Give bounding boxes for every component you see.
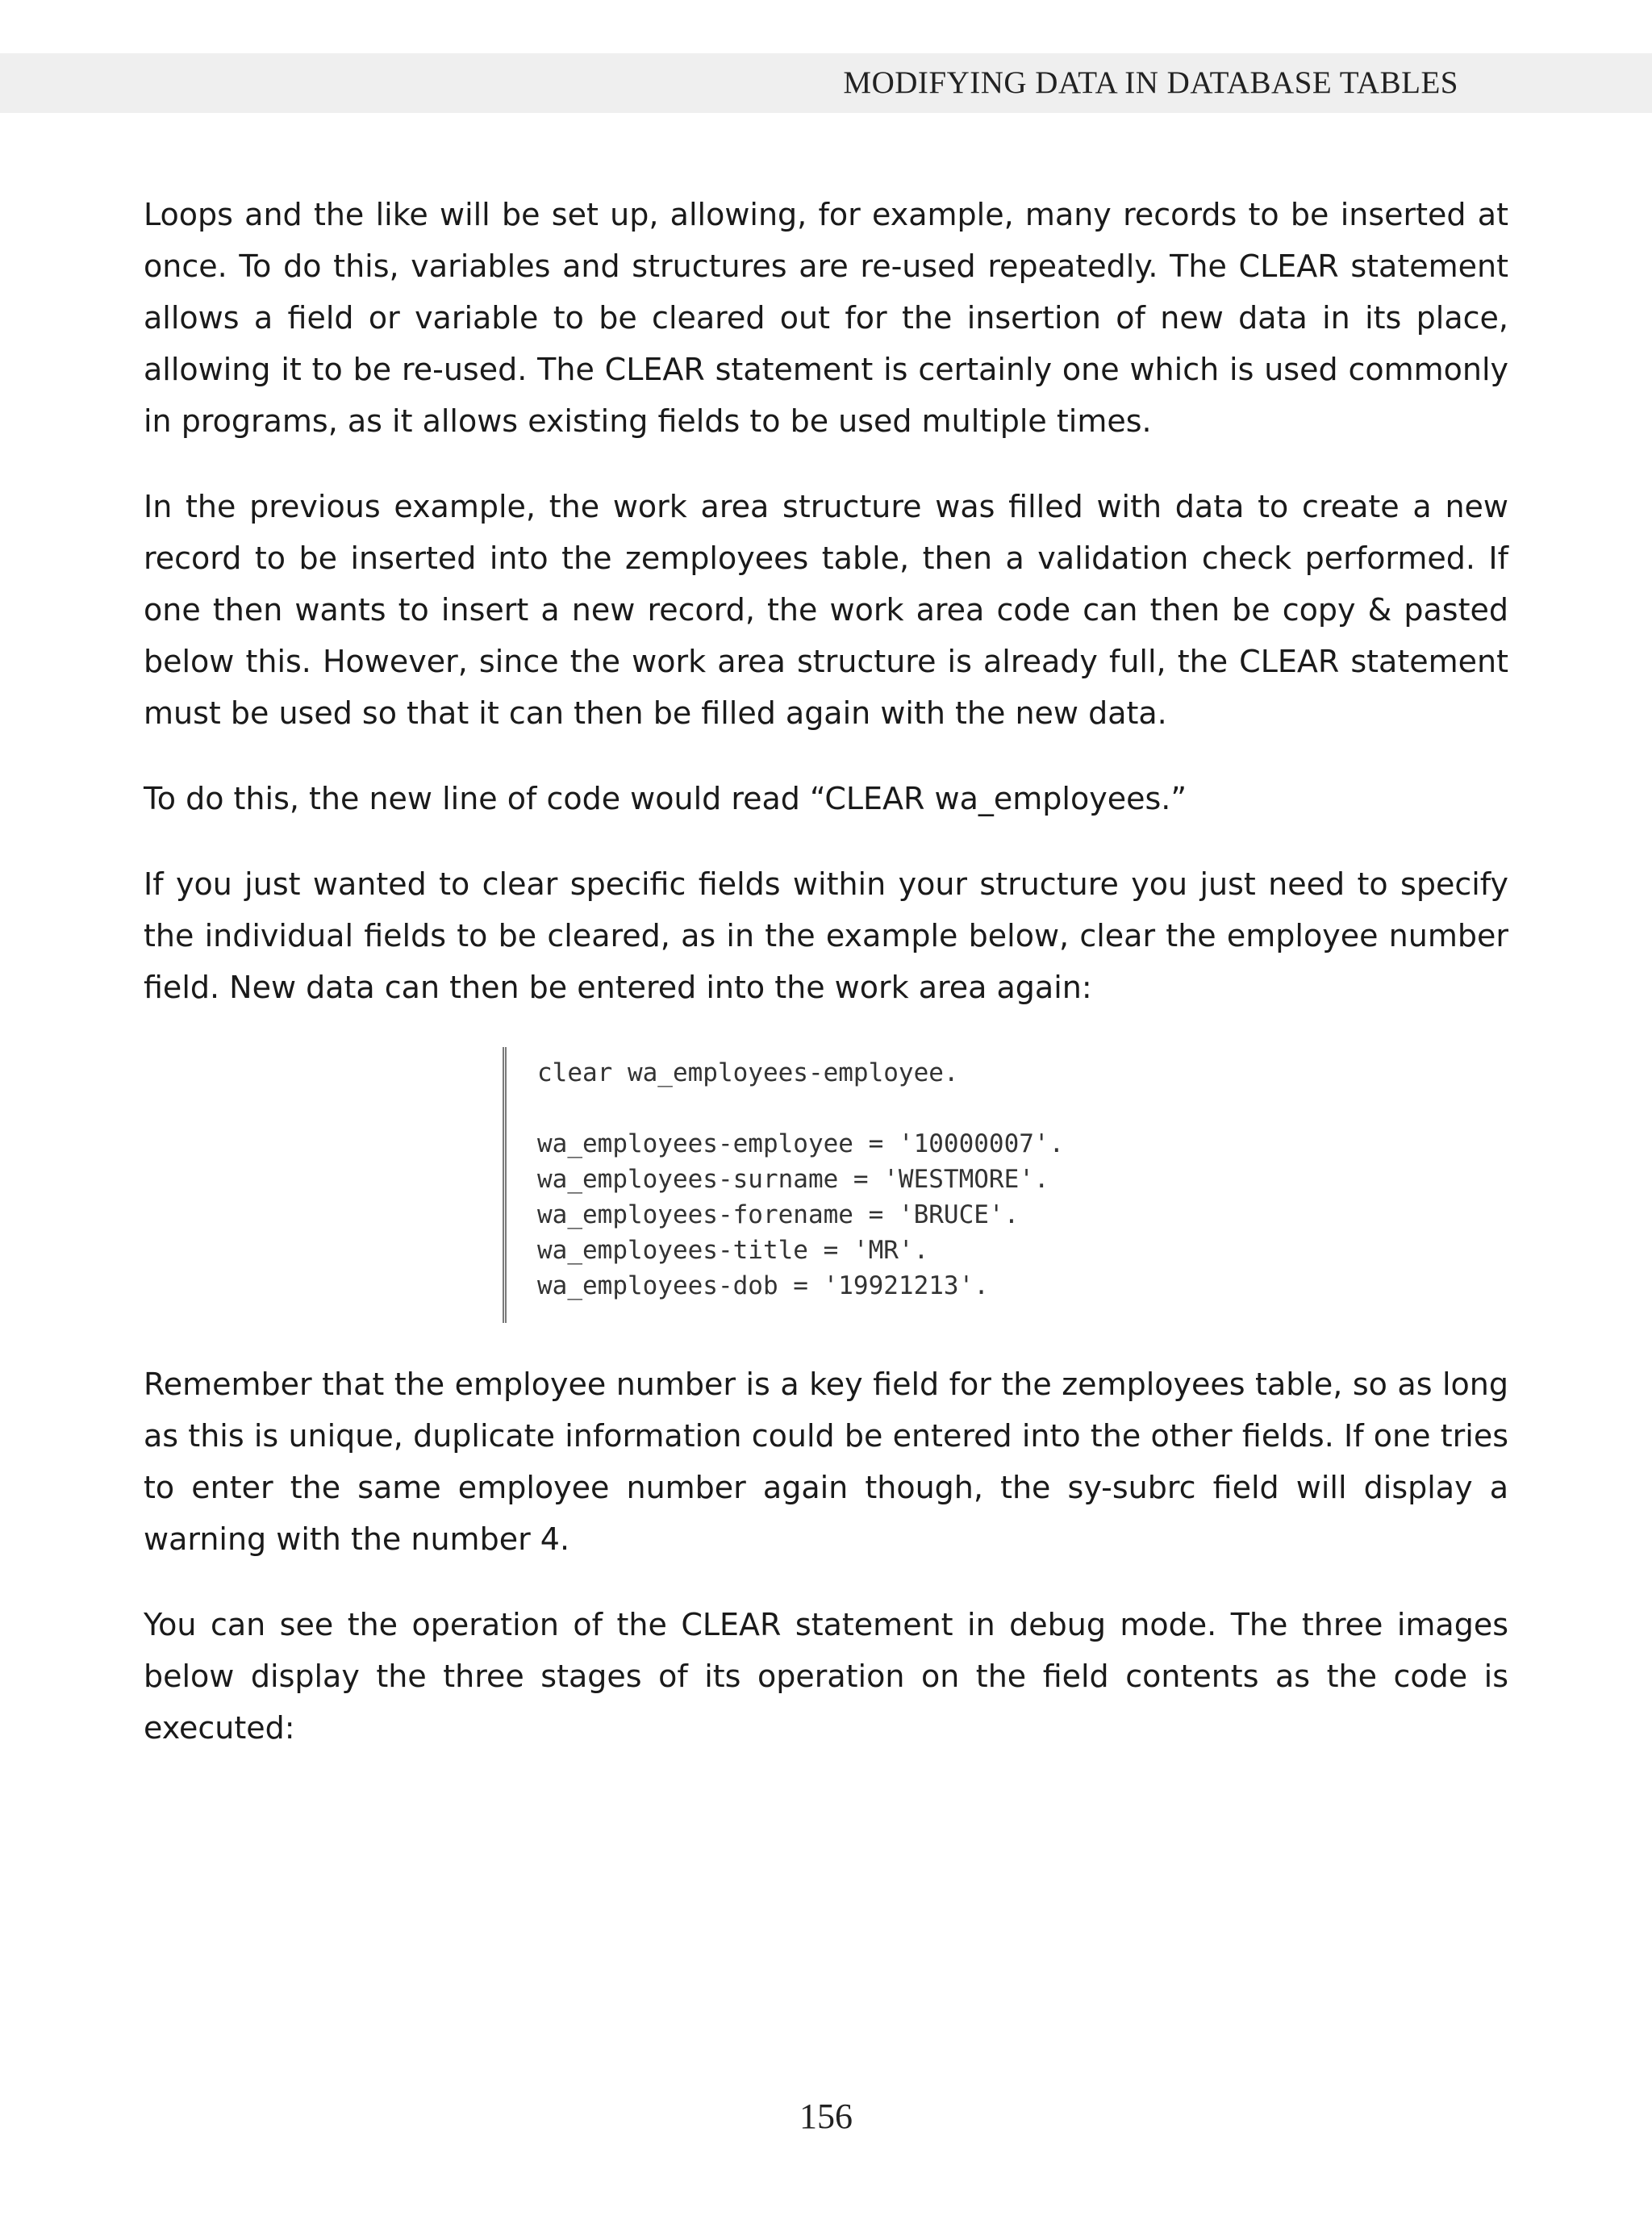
paragraph: Remember that the employee number is a key field for the zemployees table, so as long as this is unique, duplicate information could be entered into the other fields. If one tries to enter the same employee number again though, the sy-subrc field will display a warning with the number 4.	[144, 1367, 1508, 1557]
paragraph: You can see the operation of the CLEAR statement in debug mode. The three images below display the three stages of its operation on the field contents as the code is executed:	[144, 1607, 1508, 1746]
paragraph: To do this, the new line of code would read “CLEAR wa_employees.”	[144, 781, 1187, 816]
code-blank-line	[537, 1091, 1508, 1126]
running-header: MODIFYING DATA IN DATABASE TABLES	[843, 65, 1458, 100]
code-line: wa_employees-employee = '10000007'.	[537, 1129, 1065, 1158]
code-line: wa_employees-surname = 'WESTMORE'.	[537, 1165, 1049, 1194]
code-line: clear wa_employees-employee.	[537, 1058, 959, 1087]
paragraph: Loops and the like will be set up, allowing, for example, many records to be inserted at once. To do this, variables and structures are re-used repeatedly. The CLEAR statement allows a field or variable to be cleared out for the insertion of new data in its place, allowing it to be re-used. The CLEAR statement is certainly one which is used commonly in programs, as it allows existing fields to be used multiple times.	[144, 197, 1508, 439]
code-line: wa_employees-dob = '19921213'.	[537, 1271, 989, 1300]
paragraph: If you just wanted to clear specific fields within your structure you just need to specify the individual fields to be cleared, as in the example below, clear the employee number field. New data can then be entered into the work area again:	[144, 866, 1508, 1005]
paragraph: In the previous example, the work area structure was filled with data to create a new record to be inserted into the zemployees table, then a validation check performed. If one then wants to insert a new record, the work area code can then be copy & pasted below this. However, since the work area structure is already full, the CLEAR statement must be used so that it can then be filled again with the new data.	[144, 489, 1508, 731]
code-snippet	[503, 1047, 1508, 1323]
page-number: 156	[799, 2097, 853, 2136]
code-line: wa_employees-forename = 'BRUCE'.	[537, 1200, 1020, 1229]
page-content	[144, 189, 1508, 1788]
code-line: wa_employees-title = 'MR'.	[537, 1236, 929, 1265]
